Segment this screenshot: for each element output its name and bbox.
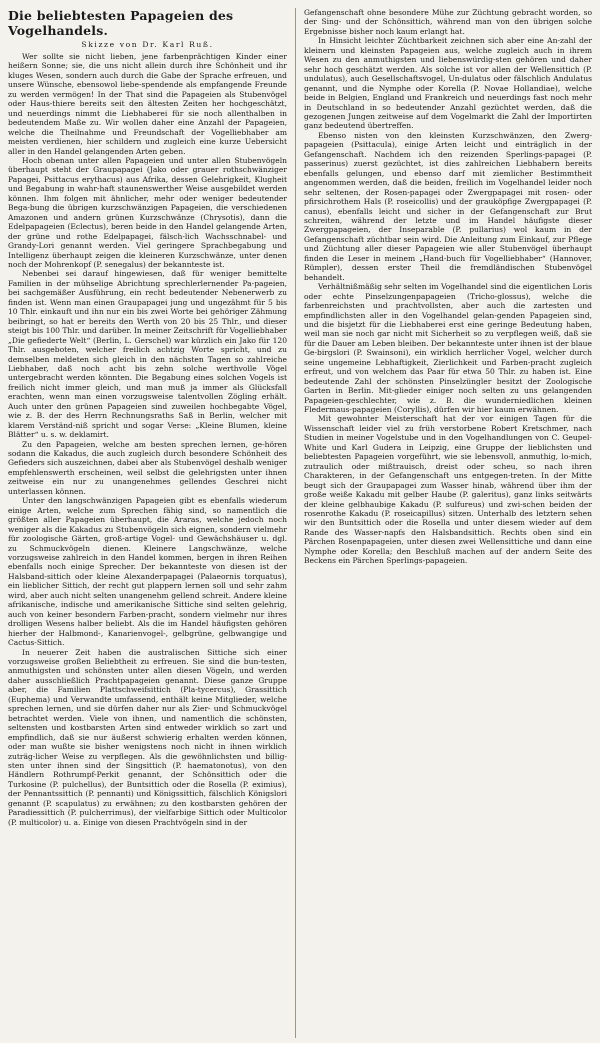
paragraph-kakadus: Zu den Papageien, welche am besten sprechen lernen, ge-hören sodann die Kakadus, die auch zugleich durch besondere Schönheit des Gefieders sich auszeichnen, dabei aber als Stubenvögel deshalb weniger empfehlenswerth erscheinen, weil selbst die gelehrigsten unter ihnen zeitweise ein nur zu unangenehmes gellendes Geschrei nicht unterlassen können. xyxy=(8,439,287,496)
paragraph-intro: Wer sollte sie nicht lieben, jene farbenprächtigen Kinder einer heißern Sonne; sie, die uns nicht allein durch ihre Schönheit und ihr kluges Wesen, sondern auch durch die Gabe der Sprache erfreuen, und unsere Wünsche, ebensowol liebe-spendende als empfangende Freunde zu werden vermögen! In der That sind die Papageien als Stubenvögel oder Haus-thiere bereits seit den ältesten Zeiten her hochgeschätzt, und neuerdings nimmt die Liebhaberei für sie noch allenthalben in bedeutendem Maße zu. Wir wollen daher eine Anzahl der Papageien, welche die Theilnahme und Freundschaft der Vogelliebhaber am meisten verdienen, hier schildern und zugleich eine kurze Uebersicht aller in den Handel gelangenden Arten geben. xyxy=(8,52,287,156)
paragraph-zwergpapageien: Ebenso nisten von den kleinsten Kurzschwänzen, den Zwerg-papageien (Psittacula), einige Arten leicht und einträglich in der Gefangenschaft. Nachdem ich den reizenden Sperlings-papagei (P. passerinus) zuerst gezüchtet, ist dies zahlreichen Liebhabern bereits ebenfalls gelungen, und ebenso darf mit ziemlicher Bestimmtheit angenommen werden, daß die beiden, freilich im Vogelhandel leider noch sehr seltenen, der Rosen-papagei oder Zwergpapagei mit rosen- oder pfirsichrothem Hals (P. roseicollis) und der grauköpfige Zwergpapagei (P. canus), ebenfalls leicht und sicher in der Gefangenschaft zur Brut schreiten, während der letzte und im Handel häufigste dieser Zwergpapageien, der Inseparable (P. pullarius) wol kaum in der Gefangenschaft züchtbar sein wird. Die Anleitung zum Einkauf, zur Pflege und Züchtung aller dieser Papageien wie aller Stubenvögel überhaupt finden die Leser in meinem „Hand-buch für Vogelliebhaber“ (Hannover, Rümpler), dessen erster Theil die fremdländischen Stubenvögel behandelt. xyxy=(304,130,592,282)
paragraph-loris: Verhältnißmäßig sehr selten im Vogelhandel sind die eigentlichen Loris oder echte Pinselzungenpapageien (Tricho-glossus), welche die farbenreichsten und prachtvollsten, aber auch die zartesten und empfindlichsten aller in den Vogelhandel gelan-genden Papageien sind, und die bisjetzt für die Liebhaberei erst eine geringe Bedeutung haben, weil man sie noch gar nicht mit Sicherheit so zu verpflegen weiß, daß sie für die Dauer am Leben bleiben. Der bekannteste unter ihnen ist der blaue Ge-birgslori (P. Swainsoni), ein wirklich herrlicher Vogel, welcher durch seine ungemeine Lebhaftigkeit, Zierlichkeit und Farben-pracht zugleich erfreut, und von welchem das Paar für etwa 50 Thlr. zu haben ist. Eine bedeutende Zahl der schönsten Pinselzüngler besitzt der Zoologische Garten in Berlin. Mit-glieder einiger noch selten zu uns gelangenden Papageien-geschlechter, wie z. B. die wunderniedlichen kleinen Fledermaus-papageien (Coryllis), dürfen wir hier kaum erwähnen. xyxy=(304,282,592,415)
article-byline: Skizze von Dr. Karl Ruß. xyxy=(81,40,214,49)
paragraph-illustration: Mit gewohnter Meisterschaft hat der vor einigen Tagen für die Wissenschaft leider viel zu früh verstorbene Robert Kretschmer, nach Studien in meiner Vogelstube und in den Vogelhandlungen von C. Geupel-White und Karl Gudera in Leipzig, eine Gruppe der lieblichsten und beliebtesten Papageien vorgeführt, wie sie lebensvoll, anmuthig, lo-mich, zutraulich oder mißtrauisch, dreist oder scheu, so nach ihren Charakteren, in der Gefangenschaft uns entgegen-treten. In der Mitte beugt sich der Graupapagei zum Wasser hinab, während über ihm der große weiße Kakadu mit gelber Haube (P. galeritus), ganz links seitwärts der kleine gelbhaubige Kakadu (P. sulfureus) und zwi-schen beiden der rosenrothe Kakadu (P. roseicapillus) sitzen. Unterhalb des letztern sehen wir den Buntsittich oder die Rosella und unter diesem wieder auf dem Rande des Wasser-napfs den Halsbandsittich. Rechts oben sind ein Pärchen Rosenpapageien, unter diesen zwei Wellensittiche und dann eine Nymphe oder Korella; den Beschluß machen auf der andern Seite des Beckens ein Pärchen Sperlings-papageien. xyxy=(304,414,592,566)
right-column xyxy=(304,8,592,1038)
article-title: Die beliebtesten Papageien des Vogelhandels. xyxy=(8,8,234,38)
paragraph-australische-sittiche: In neuerer Zeit haben die australischen Sittiche sich einer vorzugsweise großen Beliebtheit zu erfreuen. Sie sind die bun-testen, anmuthigsten und schönsten unter allen diesen Vögeln, und werden daher ausschließlich Prachtpapageien genannt. Diese ganze Gruppe aber, die Familien Plattschweifsittich (Pla-tycercus), Grassittich (Euphema) und Verwandte umfassend, enthält keine Mitglieder, welche sprechen lernen, und sie dürfen daher nur als Zier- und Schmuckvögel betrachtet werden. Viele von ihnen, und namentlich die schönsten, seltensten und kostbarsten Arten sind entweder wirklich so zart und empfindlich, daß sie nur äußerst schwierig erhalten werden können, oder man wußte sie bisher wenigstens noch nicht in ihnen wirklich zuträg-licher Weise zu verpflegen. Als die gewöhnlichsten und billig-sten unter ihnen sind der Singsittich (P. haematonotus), von den Händlern Rothrumpf-Perkit genannt, der Schönsittich oder die Turkosine (P. pulchellus), der Buntsittich oder die Rosella (P. eximius), der Pennantssittich (P. pennanti) und Königssittich, fälschlich Königslori genannt (P. scapulatus) zu erwähnen; zu den kostbarsten gehören der Paradiessittich (P. pulcherrimus), der vielfarbige Sittich oder Multicolor (P. multicolor) u. a. Einige von diesen Prachtvögeln sind in der xyxy=(8,647,287,827)
paragraph-continued: Gefangenschaft ohne besondere Mühe zur Züchtung gebracht worden, so der Sing- und der Schönsittich, während man von den übrigen solche Ergebnisse bisher noch kaum erlangt hat. xyxy=(304,8,592,36)
paragraph-graupapagei: Hoch obenan unter allen Papageien und unter allen Stubenvögeln überhaupt steht der Graupapagei (Jako oder grauer rothschwänziger Papagei, Psittacus erythacus) aus Afrika, dessen Gelehrigkeit, Klugheit und Begabung in wahr-haft staunenswerther Weise ausgebildet werden können. Ihm folgen mit ähnlicher, mehr oder weniger bedeutender Bega-bung die übrigen kurzschwänzigen Papageien, die verschiedenen Amazonen und andern grünen Kurzschwänze (Chrysotis), dann die Edelpapageien (Eclectus), beren beide in den Handel gelangende Arten, der grüne und rothe Edelpapagei, fälsch-lich Wachsschnabel- und Grandy-Lori genannt werden. Viel geringere Sprachbegabung und Intelligenz überhaupt zeigen die kleineren Kurzschwänze, unter denen noch der Mohrenkopf (P. senegalus) der bekannteste ist. xyxy=(8,155,287,269)
paragraph-zuechtbarkeit: In Hinsicht leichter Züchtbarkeit zeichnen sich aber eine An-zahl der kleinern und kleinsten Papageien aus, welche zugleich auch in ihrem Wesen zu den anmuthigsten und liebenswürdig-sten gehören und daher sehr hoch geschätzt werden. Als solche ist vor allen der Wellensittich (P. undulatus), auch Gesellschaftsvogel, Un-dulatus oder fälschlich Andulatus genannt, und die Nymphe oder Korella (P. Novae Hollandiae), welche beide in Belgien, England und Frankreich und neuerdings fast noch mehr in Deutschland in so bedeutender Anzahl gezüchtet werden, daß die gezogenen Jungen zeitweise auf dem Vogelmarkt die Zahl der Importirten ganz bedeutend übertreffen. xyxy=(304,36,592,131)
left-column xyxy=(8,8,296,1038)
paragraph-abrichtung: Nebenbei sei darauf hingewiesen, daß für weniger bemittelte Familien in der mühselige Abrichtung sprechlerlernender Pa-pageien, bei sachgemäßer Ausführung, ein recht bedeutender Nebenerwerb zu finden ist. Wenn man einen Graupapagei jung und ungezähmt für 5 bis 10 Thlr. einkauft und ihn nur ein bis zwei Worte bei gehöriger Zähmung beibringt, so hat er bereits den Werth von 20 bis 25 Thlr., und dieser steigt bis 100 Thlr. und darüber. In meiner Zeitschrift für Vogelliebhaber „Die gefiederte Welt“ (Berlin, L. Gerschel) war kürzlich ein Jako für 120 Thlr. ausgeboten, welcher freilich achtzig Worte spricht, und zu demselben meldeten sich gleich in den nächsten Tagen so zahlreiche Liebhaber, daß noch acht bis zehn solche werthvolle Vögel untergebracht werden könnten. Die Begabung eines solchen Vogels ist freilich nicht immer gleich, und man muß ja immer als Glücksfall erachten, wenn man einen vorzugsweise talentvollen Zögling erhält. Auch unter den grünen Papageien sind zuweilen hochbegabte Vögel, wie z. B. der des Herrn Rechnungsraths Saß in Berlin, welcher mit klarem Verständ-niß spricht und sogar Verse: „Kleine Blumen, kleine Blätter“ u. s. w. deklamirt. xyxy=(8,269,287,440)
paragraph-langschwaenze: Unter den langschwänzigen Papageien gibt es ebenfalls wiederum einige Arten, welche zum Sprechen fähig sind, so namentlich die größten aller Papageien überhaupt, die Araras, welche jedoch noch weniger als die Kakadus zu Stubenvögeln sich eignen, sondern vielmehr für zoologische Gärten, groß-artige Vogel- und Gewächshäuser u. dgl. zu Schmuckvögeln dienen. Kleinere Langschwänze, welche vorzugsweise zahlreich in den Handel kommen, bergen in ihren Reihen ebenfalls noch einige Sprecher. Der bekannteste von diesen ist der Halsband-sittich oder kleine Alexanderpapagei (Palaeornis torquatus), ein lieblicher Sittich, der recht gut plappern lernen soll und sehr zahm wird, aber auch nicht selten unangenehm gellend schreit. Andere kleine afrikanische, indische und amerikanische Sittiche sind selten gelehrig, auch von keiner besondern Farben-pracht, sondern vielmehr nur ihres drolligen Wesens halber beliebt. Als die im Handel häufigsten gehören hierher der Halbmond-, Kanarienvogel-, gelbgrüne, gelbwangige und Cactus-Sittich. xyxy=(8,496,287,648)
